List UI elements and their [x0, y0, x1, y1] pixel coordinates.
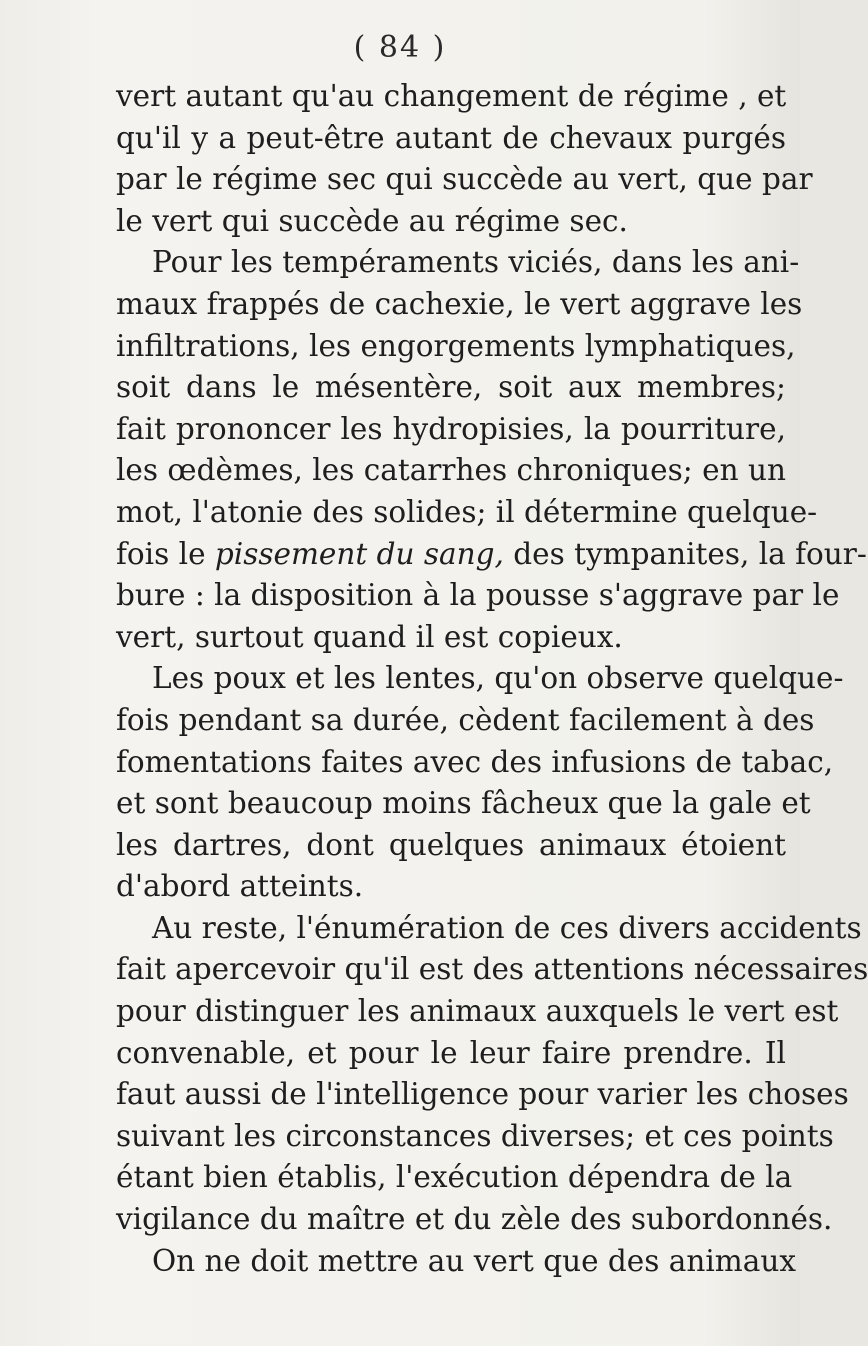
text-line: convenable, et pour le leur faire prendre. Il: [116, 1035, 786, 1070]
text-line: vigilance du maître et du zèle des subordonnés.: [116, 1202, 833, 1237]
text-line: le vert qui succède au régime sec.: [116, 203, 628, 238]
text-fragment: fois le: [116, 536, 215, 571]
text-line: suivant les circonstances diverses; et ces points: [116, 1118, 834, 1153]
text-line: Les poux et les lentes, qu'on observe quelque-: [152, 661, 844, 696]
text-line: les dartres, dont quelques animaux étoient: [116, 827, 786, 862]
italic-phrase: pissement du sang,: [214, 536, 504, 571]
text-line: fois pendant sa durée, cèdent facilement à des: [116, 702, 815, 737]
page-number: ( 84 ): [353, 30, 447, 65]
text-line: par le régime sec qui succède au vert, que par: [116, 162, 813, 197]
text-fragment: des tympanites, la four-: [503, 536, 867, 571]
text-line: soit dans le mésentère, soit aux membres;: [116, 370, 786, 405]
text-line: fomentations faites avec des infusions de tabac,: [116, 744, 834, 779]
text-line: vert autant qu'au changement de régime , et: [116, 79, 787, 113]
text-line: qu'il y a peut-être autant de chevaux purgés: [116, 120, 786, 155]
text-line-mixed: [116, 534, 867, 576]
text-line: infiltrations, les engorgements lymphatiques,: [116, 328, 796, 363]
text-line: et sont beaucoup moins fâcheux que la gale et: [116, 786, 811, 821]
text-line: bure : la disposition à la pousse s'aggrave par le: [116, 578, 840, 613]
text-line: les œdèmes, les catarrhes chroniques; en un: [116, 453, 786, 488]
text-line: d'abord atteints.: [116, 869, 364, 904]
text-line: On ne doit mettre au vert que des animaux: [152, 1243, 797, 1278]
body-text: [116, 76, 868, 1282]
text-line: vert, surtout quand il est copieux.: [116, 619, 623, 654]
text-line: Au reste, l'énumération de ces divers accidents: [152, 910, 862, 945]
text-line: Pour les tempéraments viciés, dans les ani-: [152, 245, 800, 280]
text-line: pour distinguer les animaux auxquels le vert est: [116, 994, 839, 1029]
text-line: fait prononcer les hydropisies, la pourriture,: [116, 411, 786, 446]
text-line: maux frappés de cachexie, le vert aggrave les: [116, 286, 803, 321]
text-line: fait apercevoir qu'il est des attentions nécessaires: [116, 952, 868, 987]
text-line: étant bien établis, l'exécution dépendra de la: [116, 1160, 793, 1195]
text-line: faut aussi de l'intelligence pour varier les choses: [116, 1077, 849, 1112]
text-line: mot, l'atonie des solides; il détermine quelque-: [116, 494, 818, 529]
